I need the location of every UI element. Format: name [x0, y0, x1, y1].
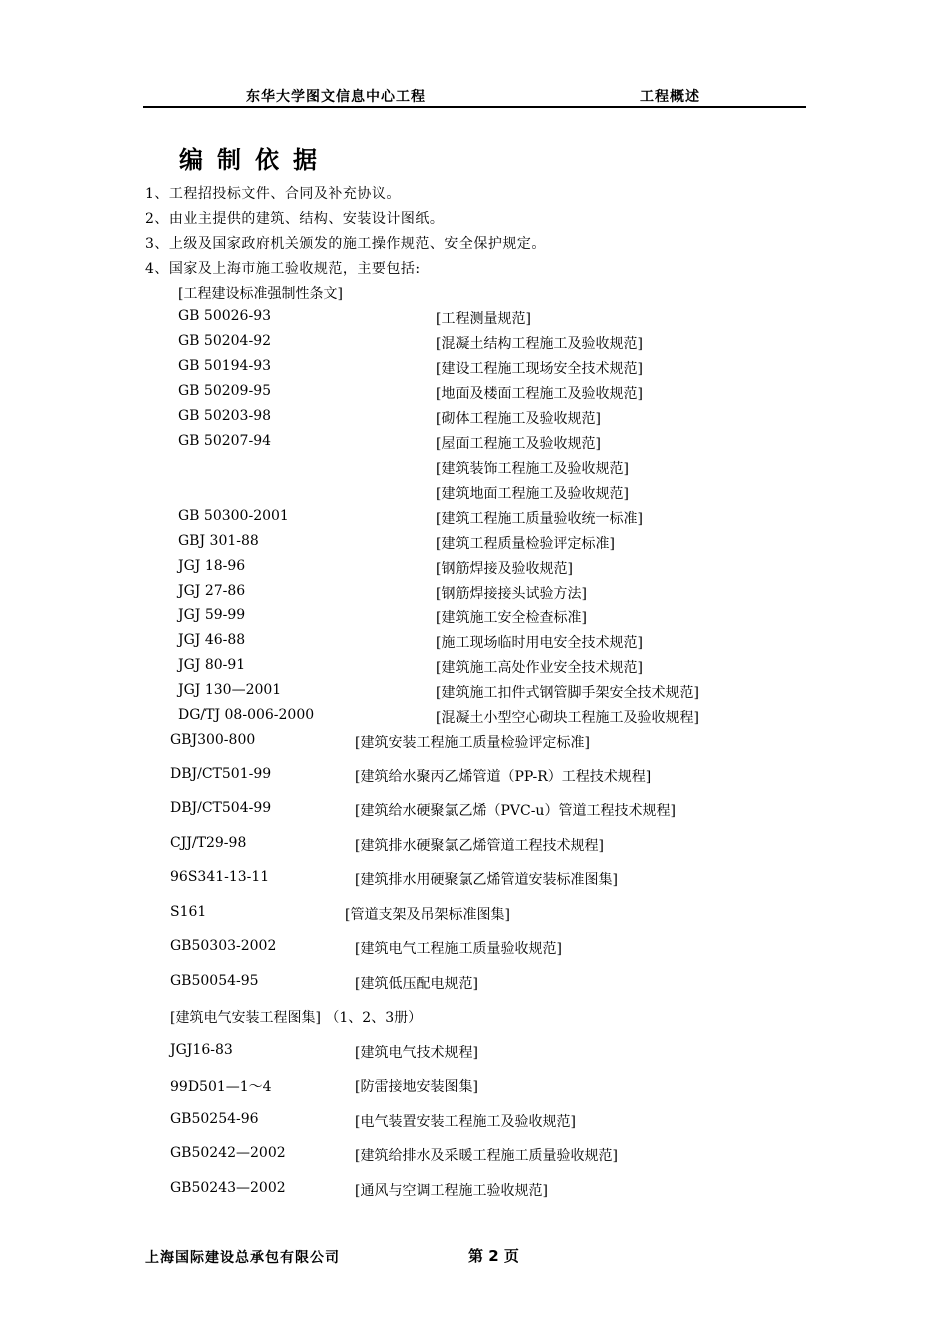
- standard-code: JGJ16-83: [170, 1042, 233, 1058]
- standard-code: JGJ 130—2001: [178, 682, 282, 698]
- standard-name: [建筑低压配电规范]: [355, 976, 478, 992]
- standard-code: JGJ 18-96: [178, 558, 246, 574]
- standard-code: GB 50203-98: [178, 408, 272, 424]
- standard-name: [砌体工程施工及验收规范]: [436, 411, 601, 427]
- header-project-title: 东华大学图文信息中心工程: [246, 89, 426, 105]
- standard-code: JGJ 80-91: [178, 657, 246, 673]
- standard-code: DG/TJ 08-006-2000: [178, 707, 315, 723]
- standard-code: GB 50207-94: [178, 433, 272, 449]
- standard-name: [管道支架及吊架标准图集]: [345, 907, 510, 923]
- standard-name: [防雷接地安装图集]: [355, 1079, 478, 1095]
- standard-name: [地面及楼面工程施工及验收规范]: [436, 386, 643, 402]
- standard-name: [钢筋焊接接头试验方法]: [436, 586, 587, 602]
- standard-code: DBJ/CT501-99: [170, 766, 272, 782]
- standard-code: GB50242—2002: [170, 1145, 286, 1161]
- standard-name: [建筑施工高处作业安全技术规范]: [436, 660, 643, 676]
- standard-code: GB 50026-93: [178, 308, 272, 324]
- section-title: 编制依据: [179, 145, 331, 174]
- standard-code: JGJ 46-88: [178, 632, 246, 648]
- standard-code: GB50243—2002: [170, 1180, 286, 1196]
- standard-name: [建筑给水聚丙乙烯管道（PP-R）工程技术规程]: [355, 769, 652, 785]
- standard-name: [建筑工程施工质量验收统一标准]: [436, 511, 643, 527]
- standard-code: GB50054-95: [170, 973, 259, 989]
- standard-code: JGJ 59-99: [178, 607, 246, 623]
- standard-name: [建筑电气工程施工质量验收规范]: [355, 941, 562, 957]
- footer-page-number: 第 2 页: [468, 1247, 519, 1265]
- paragraph-4: 4、国家及上海市施工验收规范，主要包括:: [145, 261, 421, 277]
- header-section-title: 工程概述: [640, 89, 700, 105]
- standard-code: CJJ/T29-98: [170, 835, 247, 851]
- standard-name: [建筑地面工程施工及验收规范]: [436, 486, 629, 502]
- standard-code: GBJ 301-88: [178, 533, 259, 549]
- standard-name: [建筑施工安全检查标准]: [436, 610, 587, 626]
- standard-name: [建筑给排水及采暖工程施工质量验收规范]: [355, 1148, 618, 1164]
- paragraph-2: 2、由业主提供的建筑、结构、安装设计图纸。: [145, 211, 445, 227]
- standard-code: 99D501—1～4: [170, 1079, 272, 1095]
- standard-name: [建筑排水用硬聚氯乙烯管道安装标准图集]: [355, 872, 618, 888]
- standard-code: GB 50204-92: [178, 333, 272, 349]
- standard-name: [建筑排水硬聚氯乙烯管道工程技术规程]: [355, 838, 604, 854]
- standard-code: GB 50300-2001: [178, 508, 289, 524]
- standard-name: [建设工程施工现场安全技术规范]: [436, 361, 643, 377]
- standard-code: GB50254-96: [170, 1111, 259, 1127]
- mandatory-provisions-label: [工程建设标准强制性条文]: [178, 286, 343, 302]
- standard-name: [建筑施工扣件式钢管脚手架安全技术规范]: [436, 685, 699, 701]
- standard-name: [钢筋焊接及验收规范]: [436, 561, 573, 577]
- standard-name: [建筑电气技术规程]: [355, 1045, 478, 1061]
- standard-name: [建筑安装工程施工质量检验评定标准]: [355, 735, 590, 751]
- standard-code: S161: [170, 904, 207, 920]
- standard-name: [工程测量规范]: [436, 311, 531, 327]
- standard-name: [建筑装饰工程施工及验收规范]: [436, 461, 629, 477]
- standard-code: GB 50194-93: [178, 358, 272, 374]
- standard-code: [建筑电气安装工程图集] （1、2、3册）: [170, 1010, 423, 1026]
- standard-name: [建筑给水硬聚氯乙烯（PVC-u）管道工程技术规程]: [355, 803, 676, 819]
- standard-code: GB50303-2002: [170, 938, 277, 954]
- standard-code: 96S341-13-11: [170, 869, 270, 885]
- page-header: [143, 84, 806, 108]
- standard-code: GBJ300-800: [170, 732, 256, 748]
- standard-name: [电气装置安装工程施工及验收规范]: [355, 1114, 576, 1130]
- standard-code: DBJ/CT504-99: [170, 800, 272, 816]
- standard-code: JGJ 27-86: [178, 583, 246, 599]
- standard-name: [通风与空调工程施工验收规范]: [355, 1183, 548, 1199]
- paragraph-1: 1、工程招投标文件、合同及补充协议。: [145, 186, 401, 202]
- standard-code: GB 50209-95: [178, 383, 272, 399]
- standard-name: [施工现场临时用电安全技术规范]: [436, 635, 643, 651]
- footer-company-name: 上海国际建设总承包有限公司: [145, 1250, 340, 1266]
- standard-name: [建筑工程质量检验评定标准]: [436, 536, 615, 552]
- standard-name: [混凝土小型空心砌块工程施工及验收规程]: [436, 710, 699, 726]
- standard-name: [屋面工程施工及验收规范]: [436, 436, 601, 452]
- paragraph-3: 3、上级及国家政府机关颁发的施工操作规范、安全保护规定。: [145, 236, 546, 252]
- standard-name: [混凝土结构工程施工及验收规范]: [436, 336, 643, 352]
